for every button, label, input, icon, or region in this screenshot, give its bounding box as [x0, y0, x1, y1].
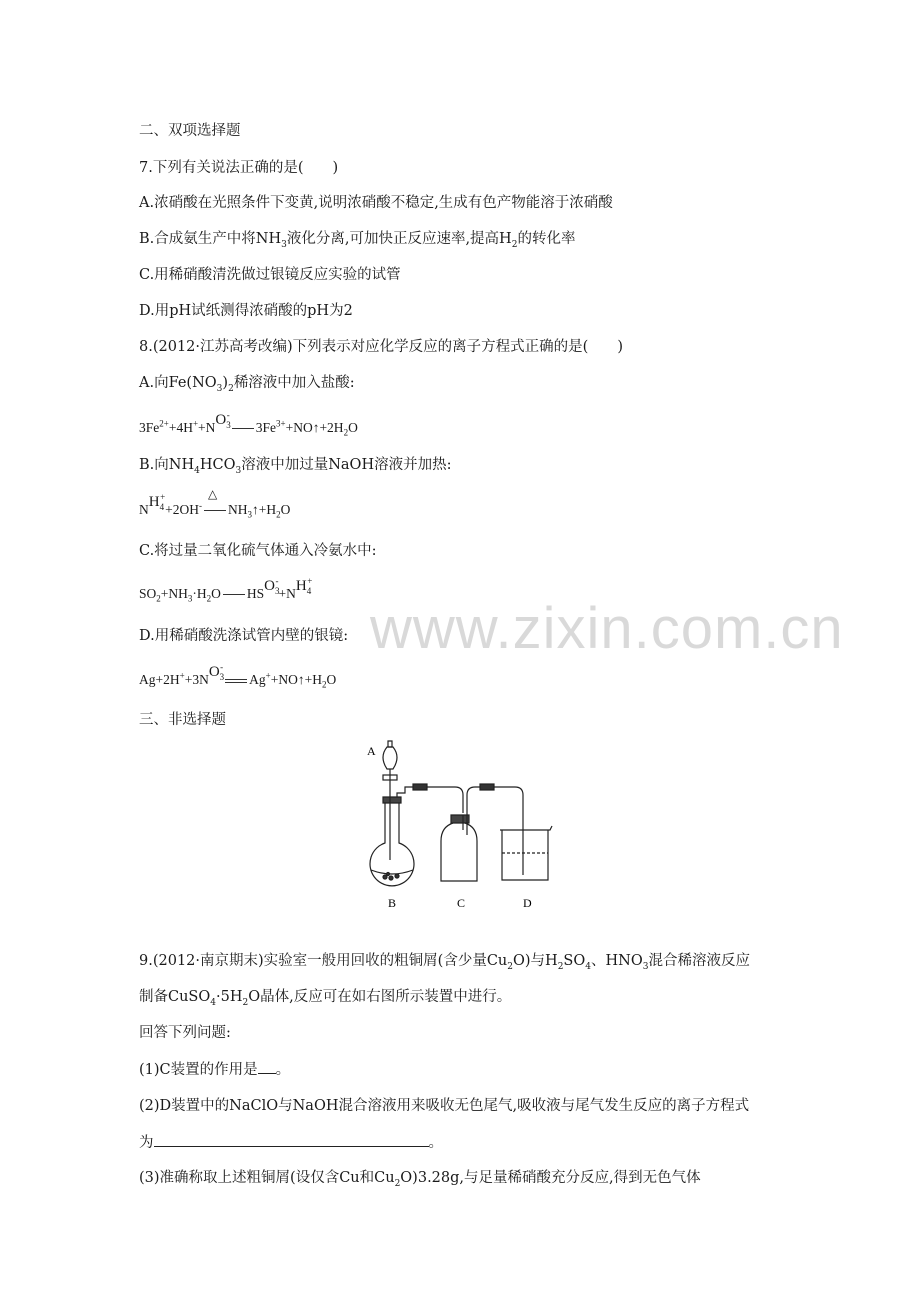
watermark: www.zixin.com.cn — [370, 596, 844, 661]
q8-equation-a: $3Fe^{2+}+4H^++NO_3^-3Fe^{3+}+NO↑+2H_2O$ — [139, 410, 358, 438]
figure-label-b: B — [388, 896, 397, 910]
answer-blank-1[interactable] — [258, 1059, 276, 1074]
q9-line1: 9.(2012·南京期末)实验室一般用回收的粗铜屑(含少量$Cu_2O$)与$H_2SO_4$、$HNO_3$混合稀溶液反应 — [139, 953, 750, 972]
q8-equation-b: $NH_4^++2OH^-$ △ $NH_3↑+H_2O$ — [139, 487, 291, 520]
figure-label-a: A — [367, 744, 376, 758]
q7-stem: 7.下列有关说法正确的是( ) — [139, 160, 339, 176]
q9-part1: (1)C装置的作用是 。 — [139, 1059, 290, 1080]
q8-equation-c: $SO_2+NH_3\cdot H_2O$ $HSO_3^-+NH_4^+$ — [139, 576, 313, 604]
apparatus-diagram — [355, 735, 565, 910]
q7-option-c: C.用稀硝酸清洗做过银镜反应实验的试管 — [139, 267, 401, 283]
section3-title: 三、非选择题 — [139, 712, 226, 728]
q9-part2: (2)D装置中的NaClO与NaOH混合溶液用来吸收无色尾气,吸收液与尾气发生反应的离子方程式 — [139, 1098, 750, 1114]
q8-option-b: B.向$NH_4HCO_3$溶液中加过量NaOH溶液并加热: — [139, 457, 452, 476]
q8-equation-d: $Ag+2H^++3NO_3^-Ag^++NO↑+H_2O$ — [139, 662, 337, 690]
q9-part3: (3)准确称取上述粗铜屑(设仅含Cu和$Cu_2O)3.28g$,与足量稀硝酸充分反应,得到无色气体 — [139, 1170, 701, 1189]
q8-stem: 8.(2012·江苏高考改编)下列表示对应化学反应的离子方程式正确的是( ) — [139, 339, 623, 355]
q7-option-a: A.浓硝酸在光照条件下变黄,说明浓硝酸不稳定,生成有色产物能溶于浓硝酸 — [139, 195, 613, 211]
q8-option-c: C.将过量二氧化硫气体通入冷氨水中: — [139, 543, 377, 559]
q7-option-d: D.用pH试纸测得浓硝酸的pH为2 — [139, 303, 353, 319]
figure-label-c: C — [457, 896, 466, 910]
q8-option-d: D.用稀硝酸洗涤试管内壁的银镜: — [139, 628, 349, 644]
q9-prompt: 回答下列问题: — [139, 1025, 231, 1041]
q9-part2b: 为 。 — [139, 1132, 443, 1153]
q7-option-b: B.合成氨生产中将$NH_3$液化分离,可加快正反应速率,提高$H_2$的转化率 — [139, 231, 576, 250]
figure-label-d: D — [523, 896, 532, 910]
q8-option-a: A.向$Fe(NO_3)_2$稀溶液中加入盐酸: — [139, 375, 355, 394]
section2-title: 二、双项选择题 — [139, 123, 241, 139]
answer-blank-2[interactable] — [154, 1132, 429, 1147]
q9-line2: 制备$CuSO_4\cdot 5H_2O$晶体,反应可在如右图所示装置中进行。 — [139, 989, 512, 1008]
